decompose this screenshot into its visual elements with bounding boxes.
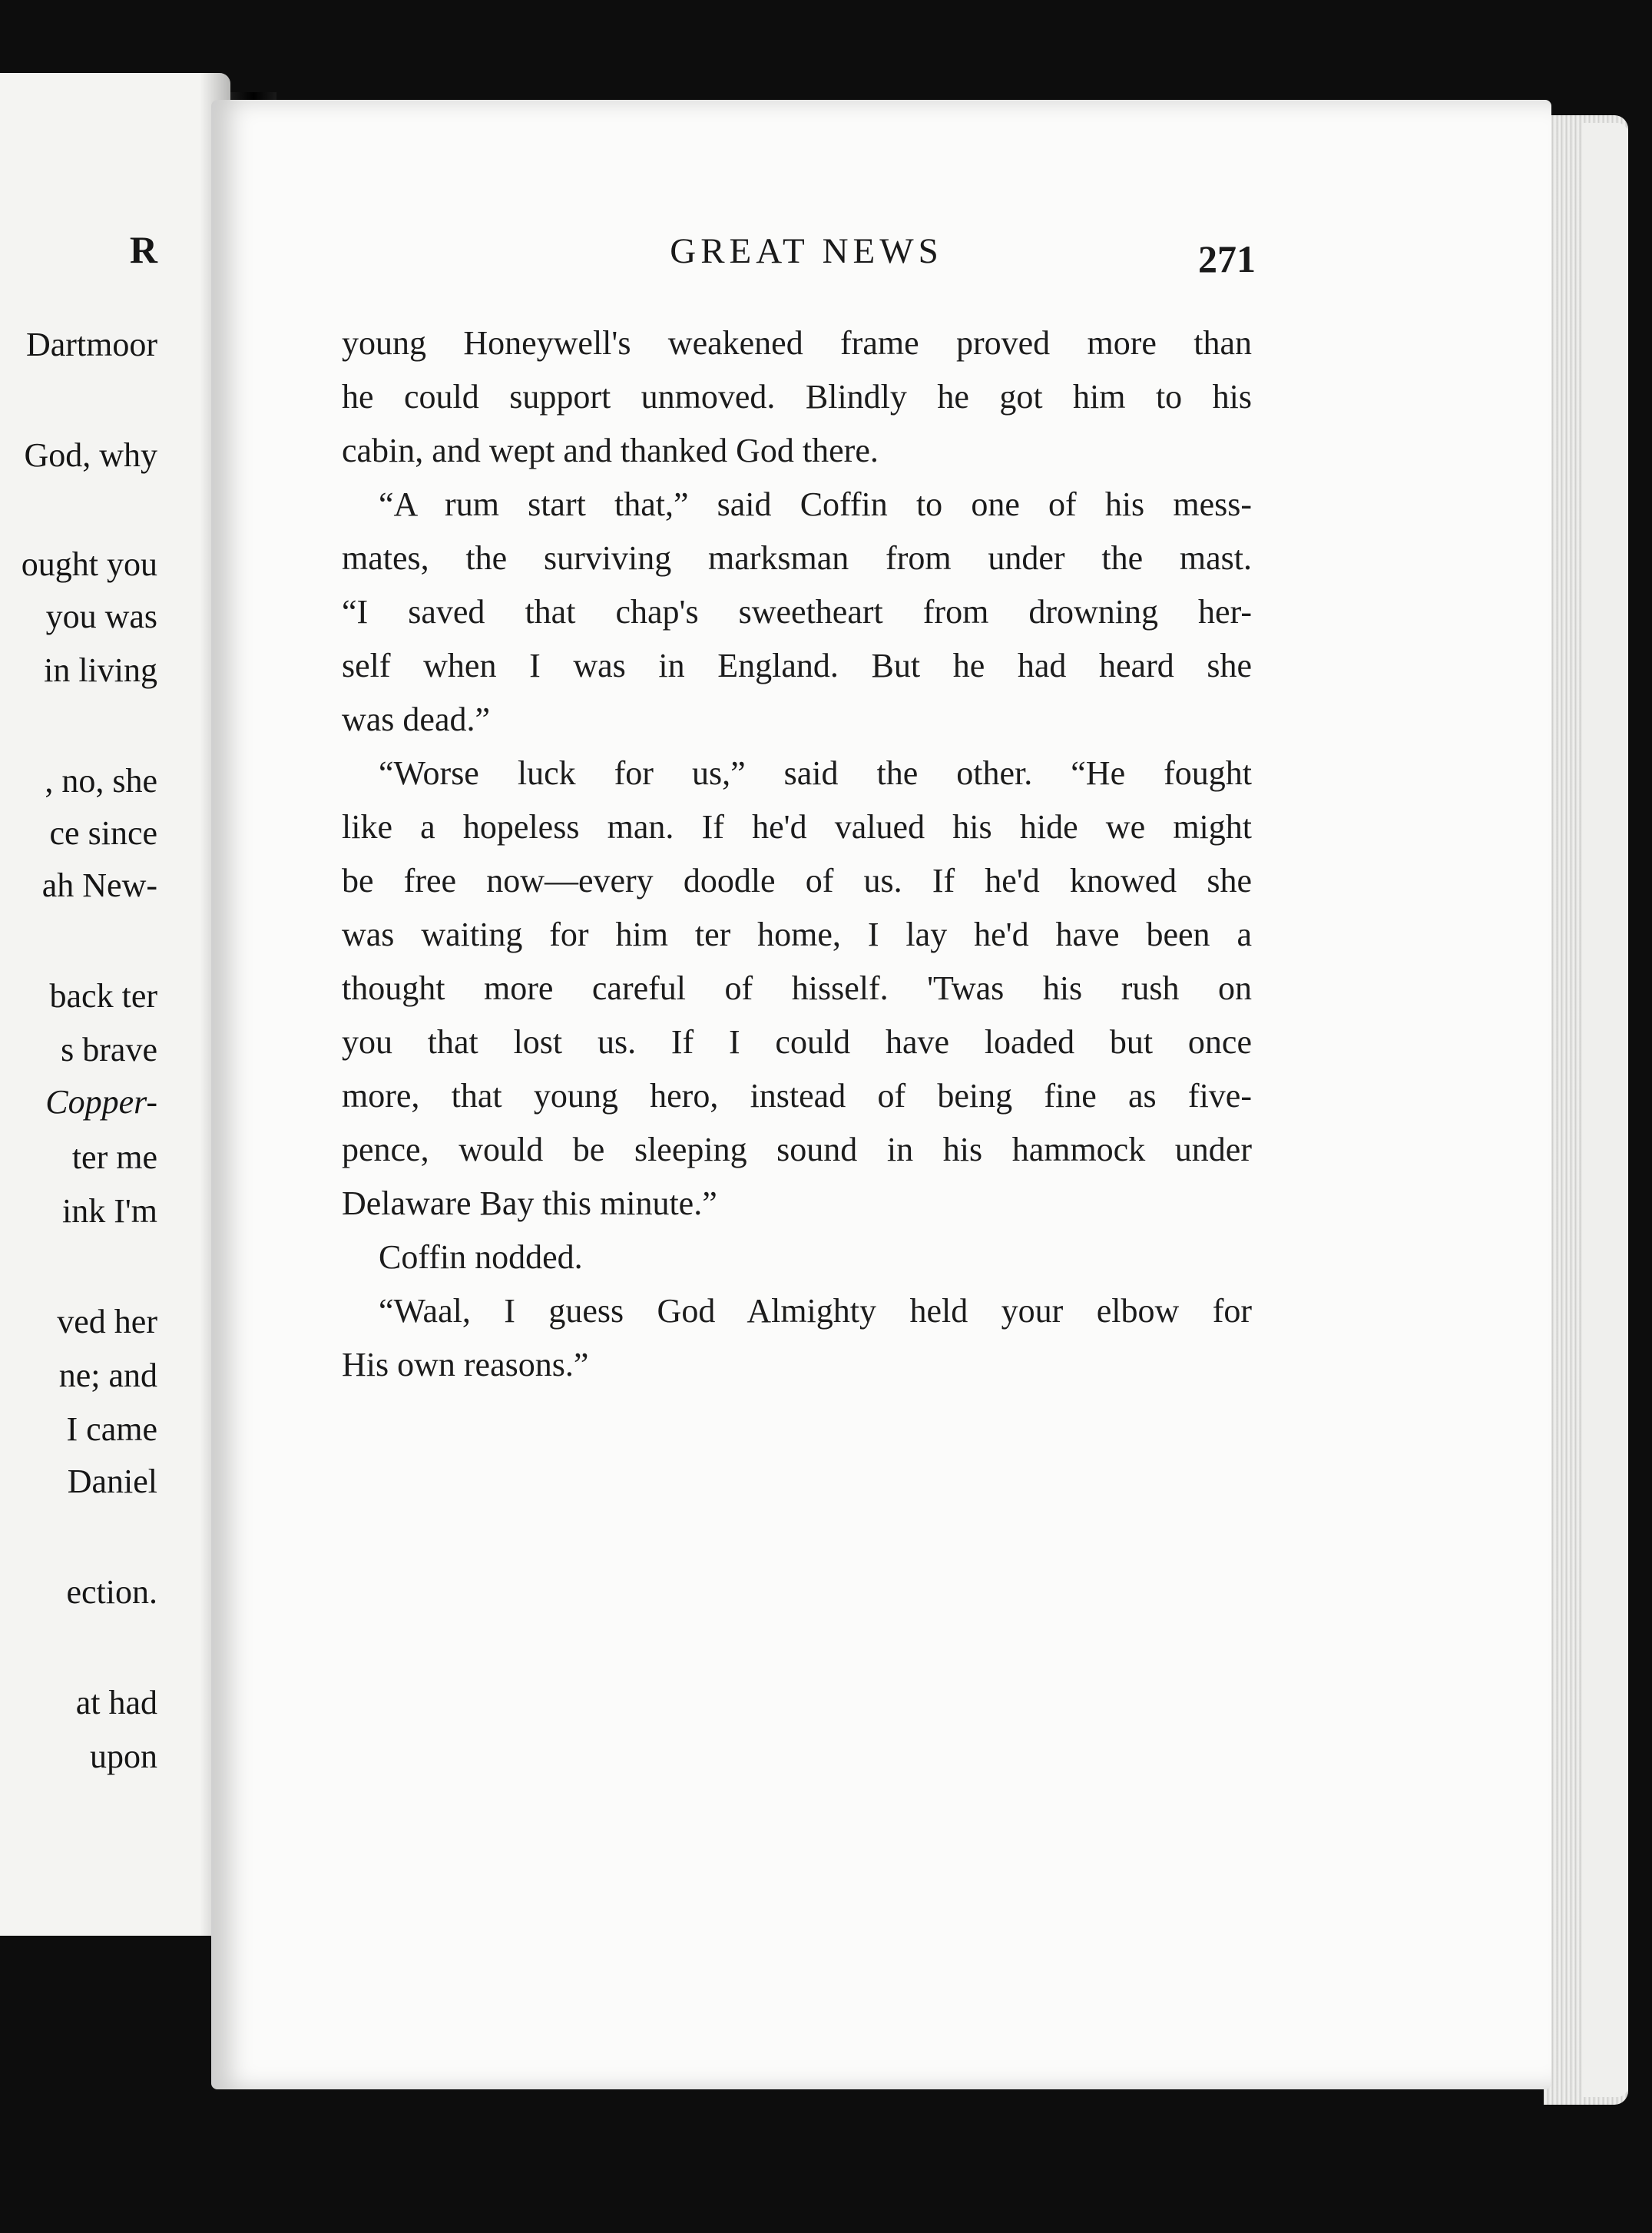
left-page-line: ce since [49,814,157,852]
left-page-line: ter me [71,1138,157,1176]
left-page-line: at had [75,1684,157,1721]
left-page-line: R [129,228,157,271]
left-page-line: ink I'm [61,1192,157,1230]
left-page-line: ne; and [58,1357,157,1394]
text-line: thought more careful of hisself. 'Twas his rush on [342,969,1252,1007]
left-page-line: in living [44,651,157,689]
left-page [0,73,230,1936]
left-page-line: s brave [61,1031,157,1068]
left-page-line: Dartmoor [25,326,157,363]
running-head: GREAT NEWS [670,231,943,271]
text-line: His own reasons.” [342,1346,589,1383]
cover-edge [1582,123,1628,2097]
left-page-line: God, why [24,436,157,474]
text-line: “Waal, I guess God Almighty held your elbow for [379,1292,1252,1330]
left-page-line: , no, she [45,762,157,800]
text-line: Coffin nodded. [379,1238,583,1276]
text-line: self when I was in England. But he had heard she [342,647,1252,684]
text-line: you that lost us. If I could have loaded but once [342,1023,1252,1061]
text-line: pence, would be sleeping sound in his hammock under [342,1131,1252,1168]
left-page-line: back ter [49,977,157,1015]
text-line: more, that young hero, instead of being fine as five- [342,1077,1252,1115]
text-line: Delaware Bay this minute.” [342,1184,717,1222]
left-page-line: ection. [66,1573,157,1611]
text-line: was dead.” [342,701,491,738]
left-page-line: ah New- [41,866,157,904]
page-body-text [342,316,1252,1392]
left-page-line: Daniel [67,1463,157,1500]
left-page-line: upon [90,1738,157,1775]
left-page-line: ved her [57,1303,157,1340]
text-line: “I saved that chap's sweetheart from drowning her- [342,593,1252,631]
left-page-line: you was [45,598,157,635]
text-line: “Worse luck for us,” said the other. “He fought [379,754,1252,792]
text-line: “A rum start that,” said Coffin to one of his mess- [379,485,1252,523]
page-number: 271 [1198,237,1256,280]
text-line: was waiting for him ter home, I lay he'd have been a [342,916,1252,953]
text-line: like a hopeless man. If he'd valued his hide we might [342,808,1252,846]
left-page-line: ought you [21,545,157,583]
left-page-line: I came [66,1410,157,1448]
left-page-line: Copper- [45,1083,157,1121]
text-line: cabin, and wept and thanked God there. [342,432,879,469]
text-line: young Honeywell's weakened frame proved more than [342,324,1252,362]
text-line: mates, the surviving marksman from under the mast. [342,539,1252,577]
text-line: be free now—every doodle of us. If he'd knowed she [342,862,1252,899]
text-line: he could support unmoved. Blindly he got him to his [342,378,1252,416]
